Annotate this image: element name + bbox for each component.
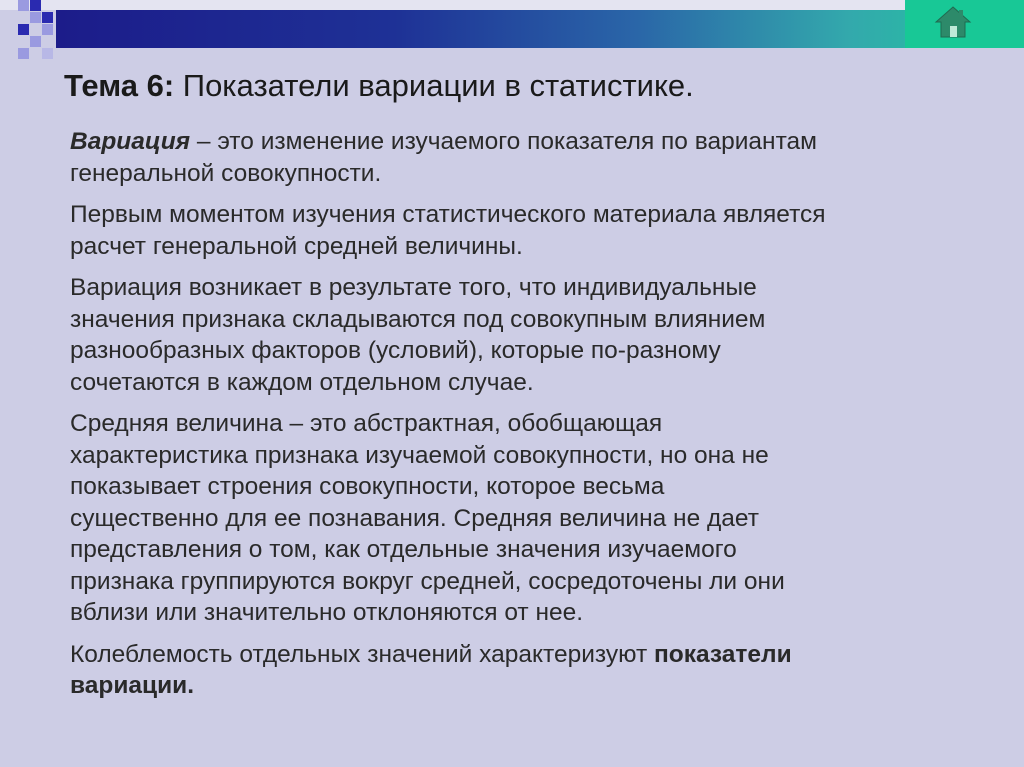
title-text: Показатели вариации в статистике.	[174, 68, 694, 103]
decor-square	[42, 24, 53, 35]
paragraph-text: представления о том, как отдельные значения изучаемого	[70, 536, 737, 563]
decor-square	[30, 12, 41, 23]
slide-title	[64, 66, 964, 106]
header-decoration	[0, 0, 1024, 60]
paragraph-text: существенно для ее познавания. Средняя величина не дает	[70, 504, 759, 532]
decor-square	[18, 24, 29, 35]
paragraph-text: Первым моментом изучения статистического материала является	[70, 201, 826, 228]
paragraph-text: Вариация возникает в результате того, что индивидуальные	[70, 274, 757, 301]
paragraph-variation-definition	[70, 126, 970, 189]
paragraph-text: показывает строения совокупности, которое весьма	[70, 473, 665, 500]
paragraph-text: сочетаются в каждом отдельном случае.	[70, 368, 534, 396]
term-indicators: показатели	[653, 640, 792, 668]
paragraph-first-moment	[70, 199, 970, 262]
decor-square	[18, 48, 29, 59]
slide-body	[70, 126, 970, 712]
decor-square	[42, 12, 53, 23]
decor-square	[18, 0, 29, 11]
paragraph-variation-origin	[70, 272, 970, 398]
term-variation: Вариация	[70, 128, 191, 155]
paragraph-text: характеристика признака изучаемой совокупности, но она не	[70, 441, 769, 469]
paragraph-text: расчет генеральной средней величины.	[70, 232, 523, 260]
paragraph-variation-indicators	[70, 639, 970, 702]
header-gradient-bar	[56, 10, 1024, 48]
paragraph-text: значения признака складываются под совокупным влиянием	[70, 305, 766, 333]
term-variation-bold: вариации.	[70, 672, 195, 699]
home-button[interactable]	[933, 3, 973, 41]
title-number: Тема 6:	[64, 68, 175, 103]
paragraph-text: генеральной совокупности.	[70, 159, 382, 187]
paragraph-text: Средняя величина – это абстрактная, обобщающая	[70, 410, 663, 437]
decor-square	[30, 36, 41, 47]
paragraph-text: признака группируются вокруг средней, сосредоточены ли они	[70, 567, 785, 595]
home-icon	[933, 3, 973, 41]
decor-square	[30, 0, 41, 11]
paragraph-mean-value	[70, 408, 970, 629]
decor-square	[42, 48, 53, 59]
paragraph-text: Колеблемость отдельных значений характеризуют	[70, 640, 654, 668]
paragraph-text: разнообразных факторов (условий), которые по-разному	[70, 337, 721, 364]
header-light-stripe	[0, 0, 1024, 10]
paragraph-text: – это изменение изучаемого показателя по вариантам	[190, 128, 817, 155]
paragraph-text: вблизи или значительно отклоняются от нее.	[70, 599, 584, 626]
